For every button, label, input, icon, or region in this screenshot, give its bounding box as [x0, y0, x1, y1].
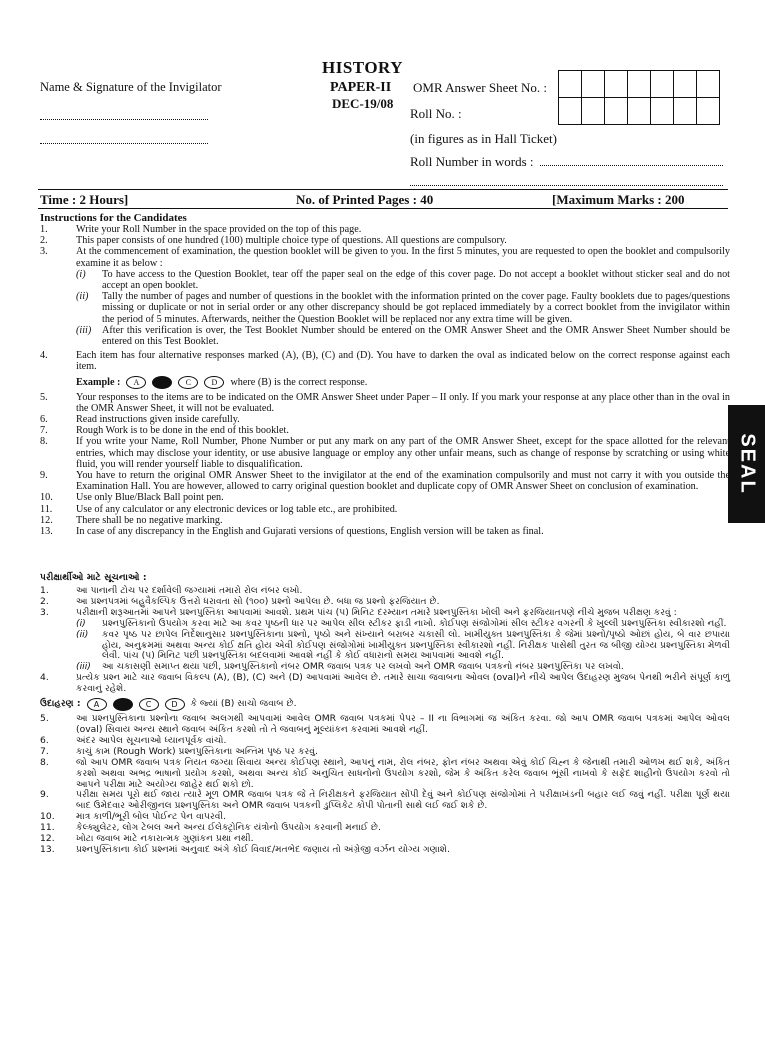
sub-text: Tally the number of pages and number of questions in the booklet with the information printed on the cover page. Faulty booklets due to pages/questions missing or duplicate or not in serial order or any other discrepancy should be got replaced immediately by a correct booklet from the invigilator within the period of 5 minutes. Afterwards, neither the Question Booklet will be replaced nor any extra time will be given.: [102, 291, 730, 325]
item-number: 5.: [40, 391, 48, 403]
item-number: 11.: [40, 503, 53, 515]
sub-item: [40, 619, 730, 630]
item-number: 4.: [40, 672, 49, 684]
item-number: 1.: [40, 224, 48, 235]
item-text: ખોટા જવાબ માટે નકારાત્મક ગુણાંકન પ્રથા નથી.: [76, 833, 254, 845]
oval-b-filled: [152, 376, 172, 389]
roll-number-label: Roll No. :: [410, 106, 462, 121]
item-text: In case of any discrepancy in the English and Gujarati versions of questions, English version will be taken as final.: [76, 526, 544, 538]
list-item: [40, 392, 730, 414]
sub-number: (i): [76, 268, 86, 280]
list-item: [40, 235, 730, 246]
item-text: પરીક્ષા સમય પૂરો થઈ જાય ત્યારે મૂળ OMR જવાબ પત્રક જે તે નિરીક્ષકને ફરજિયાત સોંપી દેવું અને કોઈપણ સંજોગોમાં તે પરીક્ષાખંડની બહાર લઈ જવું નહીં. પરીક્ષા પૂર્ણ થયા બાદ ઉમેદવાર ઓરીજીનલ પ્રશ્નપુસ્તિકા અને OMR જવાબ પત્રકની ડુપ્લિકેટ કોપી પોતાની સાથે લઈ જઈ શકે છે.: [76, 789, 730, 812]
english-instructions: [40, 224, 730, 537]
item-number: 12.: [40, 833, 55, 845]
roll-words-line[interactable]: [540, 157, 723, 166]
list-item: [40, 436, 730, 470]
session-code: DEC-19/08: [332, 96, 394, 111]
gujarati-instructions-heading: પરીક્ષાર્થીઓ માટે સૂચનાઓ :: [40, 572, 147, 583]
example-note: કે જ્યાં (B) સાચો જવાબ છે.: [190, 698, 297, 710]
item-text: Use of any calculator or any electronic devices or log table etc., are prohibited.: [76, 503, 398, 515]
sub-number: (i): [76, 617, 86, 629]
list-item: [40, 526, 730, 537]
list-item: [40, 492, 730, 503]
item-text: Each item has four alternative responses marked (A), (B), (C) and (D). You have to darken the oval as indicated below on the correct response against each item.: [76, 350, 730, 373]
seal-label: SEAL: [736, 433, 758, 495]
item-number: 5.: [40, 713, 49, 725]
item-number: 2.: [40, 235, 48, 247]
list-item: [40, 470, 730, 492]
item-number: 10.: [40, 811, 55, 823]
item-number: 9.: [40, 789, 49, 801]
item-number: 7.: [40, 425, 48, 437]
item-number: 6.: [40, 734, 49, 746]
item-text: આ પાનાની ટોચ પર દર્શાવેલી જગ્યામાં તમારો રોલ નંબર લખો.: [76, 585, 303, 596]
item-text: જો આપ OMR જવાબ પત્રક નિયત જગ્યા સિવાય અન્ય કોઈપણ સ્થાને, આપનું નામ, રોલ નંબર, ફોન નંબર અથવા એવું કોઈ ચિહ્ન કે જેનાથી તમારી ઓળખ થઈ શકે, અંકિત કરશો અથવા અભદ્ર ભાષાનો પ્રયોગ કરશો, અથવા અન્ય કોઈ અનુચિત સાધનોનો ઉપયોગ કરશો, જેમ કે અંકિત કરેલ જવાબ ભૂંસી નાખવો કે સફેદ શાહીનો ઉપયોગ કરવો તો આપને પરીક્ષા માટે અયોગ્ય જાહેર થઈ શકો છો.: [76, 756, 730, 790]
item-text: Use only Blue/Black Ball point pen.: [76, 492, 224, 504]
item-number: 4.: [40, 350, 48, 362]
gujarati-instructions: [40, 586, 730, 856]
oval-a: A: [126, 376, 146, 389]
list-item: [40, 790, 730, 812]
item-text: Read instructions given inside carefully.: [76, 414, 240, 426]
example-label: ઉદાહરણ :: [40, 698, 81, 710]
item-text: There shall be no negative marking.: [76, 514, 223, 526]
list-item: [40, 845, 730, 856]
subject-title: HISTORY: [322, 58, 404, 77]
item-text: If you write your Name, Roll Number, Phone Number or put any mark on any part of the OMR Answer Sheet, except for the space allotted for the relevant entries, which may disclose your identity, or use abusive language or employ any other unfair means, such as change of response by scratching or using white fluid, you will render yourself liable to disqualification.: [76, 436, 730, 470]
oval-a: A: [87, 698, 107, 711]
item-text: અંદર આપેલ સૂચનાઓ ધ્યાનપૂર્વક વાંચો.: [76, 734, 227, 746]
item-number: 12.: [40, 514, 53, 526]
printed-pages: No. of Printed Pages : 40: [296, 192, 434, 207]
list-item: [40, 224, 730, 235]
list-item: [40, 673, 730, 695]
number-entry-grid[interactable]: [558, 70, 720, 125]
bottom-rule: [38, 208, 728, 209]
example-note: where (B) is the correct response.: [230, 376, 368, 388]
item-text: કેલ્ક્યુલેટર, લોગ ટેબલ અને અન્ય ઈલેક્ટ્રોનિક યંત્રોનો ઉપયોગ કરવાની મનાઈ છે.: [76, 822, 381, 834]
sub-number: (iii): [76, 661, 91, 673]
sub-item: [40, 269, 730, 291]
item-number: 3.: [40, 246, 48, 258]
item-text: Rough Work is to be done in the end of this booklet.: [76, 425, 289, 437]
invigilator-line-2[interactable]: [40, 135, 208, 144]
english-instructions-heading: Instructions for the Candidates: [40, 212, 187, 224]
sub-number: (iii): [76, 324, 92, 336]
item-text: This paper consists of one hundred (100) multiple choice type of questions. All questions are compulsory.: [76, 235, 507, 247]
list-item: [40, 504, 730, 515]
list-item: [40, 425, 730, 436]
item-text: કાચું કામ (Rough Work) પ્રશ્નપુસ્તિકાના અન્તિમ પૃષ્ઠ પર કરવું.: [76, 745, 318, 757]
sub-number: (ii): [76, 628, 89, 640]
invigilator-label: Name & Signature of the Invigilator: [40, 80, 222, 94]
sub-item: [40, 325, 730, 347]
oval-b-filled: [113, 698, 133, 711]
sub-item: [40, 291, 730, 325]
oval-c: C: [139, 698, 159, 711]
item-number: 11.: [40, 822, 55, 834]
roll-hint: (in figures as in Hall Ticket): [410, 131, 557, 146]
item-number: 13.: [40, 526, 53, 538]
list-item: [40, 414, 730, 425]
sub-text: After this verification is over, the Test Booklet Number should be entered on the OMR Answer Sheet and the OMR Answer Sheet Number should be entered on this Test Booklet.: [102, 324, 730, 348]
item-text: પરીક્ષાની શરૂઆતમાં આપને પ્રશ્નપુસ્તિકા આપવામાં આવશે. પ્રથમ પાંચ (૫) મિનિટ દરમ્યાન તમારે પ્રશ્નપુસ્તિકા ખોલી અને ફરજિયાતપણે નીચે મુજબ પરીક્ષણ કરવું :: [76, 606, 677, 618]
oval-c: C: [178, 376, 198, 389]
top-rule: [38, 189, 728, 190]
item-number: 3.: [40, 606, 49, 618]
list-item: [40, 246, 730, 268]
list-item: [40, 714, 730, 736]
item-text: પ્રશ્નપુસ્તિકાના કોઈ પ્રશ્નમાં અનુવાદ અંગે કોઈ વિવાદ/મતભેદ જણાય તો અંગ્રેજી વર્ઝન યોગ્ય ગણાશે.: [76, 843, 450, 855]
item-text: આ પ્રશ્નપુસ્તિકાના પ્રશ્નોના જવાબ અલગથી આપવામાં આવેલ OMR જવાબ પત્રકમાં પેપર – II ના વિભાગમાં જ અંકિત કરવા. જો આપ OMR જવાબ પત્રકમાં આપેલ ઓવલ (oval) સિવાય અન્ય સ્થાને જવાબ અંકિત કરશો તો તે જવાબનું મૂલ્યાંકન કરવામાં આવશે નહીં.: [76, 713, 730, 735]
sub-item: [40, 630, 730, 663]
item-number: 10.: [40, 492, 53, 504]
item-text: Your responses to the items are to be indicated on the OMR Answer Sheet under Paper – II only. If you mark your response at any place other than in the oval in the OMR Answer Sheet, it will not be evaluated.: [76, 391, 730, 414]
item-number: 1.: [40, 585, 49, 596]
item-text: માત્ર કાળી/ભૂરી બોલ પોઈન્ટ પેન વાપરવી.: [76, 811, 227, 823]
example-row: [40, 376, 730, 389]
item-text: At the commencement of examination, the question booklet will be given to you. In the first 5 minutes, you are requested to open the booklet and compulsorily examine it as below :: [76, 246, 730, 269]
roll-words-line-2[interactable]: [410, 177, 723, 186]
sub-text: આ ચકાસણી સમાપ્ત થયા પછી, પ્રશ્નપુસ્તિકાનો નંબર OMR જવાબ પત્રક પર લખવો અને OMR જવાબ પત્રકનો નંબર પ્રશ્નપુસ્તિકા પર લખવો.: [102, 661, 624, 673]
item-number: 6.: [40, 414, 48, 426]
list-item: [40, 758, 730, 791]
item-text: આ પ્રશ્નપત્રમાં બહુવૈકલ્પિક ઉત્તરો ધરાવતા સો (૧૦૦) પ્રશ્નો આપેલા છે. બધા જ પ્રશ્નો ફરજિયાત છે.: [76, 595, 440, 607]
item-number: 13.: [40, 843, 55, 855]
roll-words-label: Roll Number in words :: [410, 154, 534, 169]
item-text: You have to return the original OMR Answer Sheet to the invigilator at the end of the examination compulsorily and must not carry it with you outside the Examination Hall. You are however, allowed to carry original question booklet and duplicate copy of OMR Answer Sheet on conclusion of examination.: [76, 470, 730, 493]
item-text: પ્રત્યેક પ્રશ્ન માટે ચાર જવાબ વિકલ્પ (A), (B), (C) અને (D) આપવામાં આવેલ છે. તમારે સાચા જવાબના ઓવલ (oval)ને નીચે આપેલ ઉદાહરણ મુજબ પેનથી ભરીને સંપૂર્ણ કાળું કરવાનું રહેશે.: [76, 672, 730, 695]
seal-tab[interactable]: [728, 405, 765, 523]
sub-text: To have access to the Question Booklet, tear off the paper seal on the edge of this cover page. Do not accept a booklet without sticker seal and do not accept an open booklet.: [102, 268, 730, 292]
list-item: [40, 350, 730, 372]
list-item: [40, 515, 730, 526]
example-row: [40, 698, 730, 711]
item-number: 8.: [40, 756, 49, 768]
example-label: Example :: [76, 376, 121, 388]
sub-text: પ્રશ્નપુસ્તિકાનો ઉપયોગ કરવા માટે આ કવર પૃષ્ઠની ધાર પર આપેલ સીલ સ્ટીકર ફાડી નાખો. કોઈપણ સંજોગોમાં સીલ સ્ટીકર વગરની કે ખુલ્લી પ્રશ્નપુસ્તિકા સ્વીકારશો નહીં.: [102, 617, 727, 629]
invigilator-line-1[interactable]: [40, 111, 208, 120]
item-number: 8.: [40, 436, 48, 448]
oval-d: D: [165, 698, 185, 711]
paper-number: PAPER-II: [330, 80, 392, 95]
omr-sheet-label: OMR Answer Sheet No. :: [413, 80, 547, 95]
item-number: 9.: [40, 470, 48, 482]
maximum-marks: [Maximum Marks : 200: [552, 192, 685, 207]
item-text: Write your Roll Number in the space provided on the top of this page.: [76, 224, 362, 235]
sub-number: (ii): [76, 291, 89, 303]
item-number: 7.: [40, 745, 49, 757]
item-number: 2.: [40, 595, 49, 607]
sub-text: કવર પૃષ્ઠ પર છાપેલ નિર્દેશાનુસાર પ્રશ્નપુસ્તિકાના પ્રશ્નો, પૃષ્ઠો અને સંખ્યાને બરાબર ચકાસી લો. ખામીયુક્ત પ્રશ્નપુસ્તિકા કે જેમાં પ્રશ્નો/પૃષ્ઠો ઓછાં હોય, બે વાર છપાયા હોય, અનુક્રમમાં અથવા અન્ય કોઈ ક્ષતિ હોય એવી કોઈપણ સંજોગોમાં ખામીયુક્ત પ્રશ્નપુસ્તિકા સ્વીકારશો નહીં. નિરીક્ષક પાસેથી તુરત જ બીજી યોગ્ય પ્રશ્નપુસ્તિકા મેળવી લેવી. પાંચ (૫) મિનિટ પછી પ્રશ્નપુસ્તિકા બદલવામાં આવશે નહીં કે કોઈ વધારાનો સમય આપવામાં આવશે નહીં.: [102, 628, 730, 662]
oval-d: D: [204, 376, 224, 389]
exam-time: Time : 2 Hours]: [40, 192, 129, 207]
